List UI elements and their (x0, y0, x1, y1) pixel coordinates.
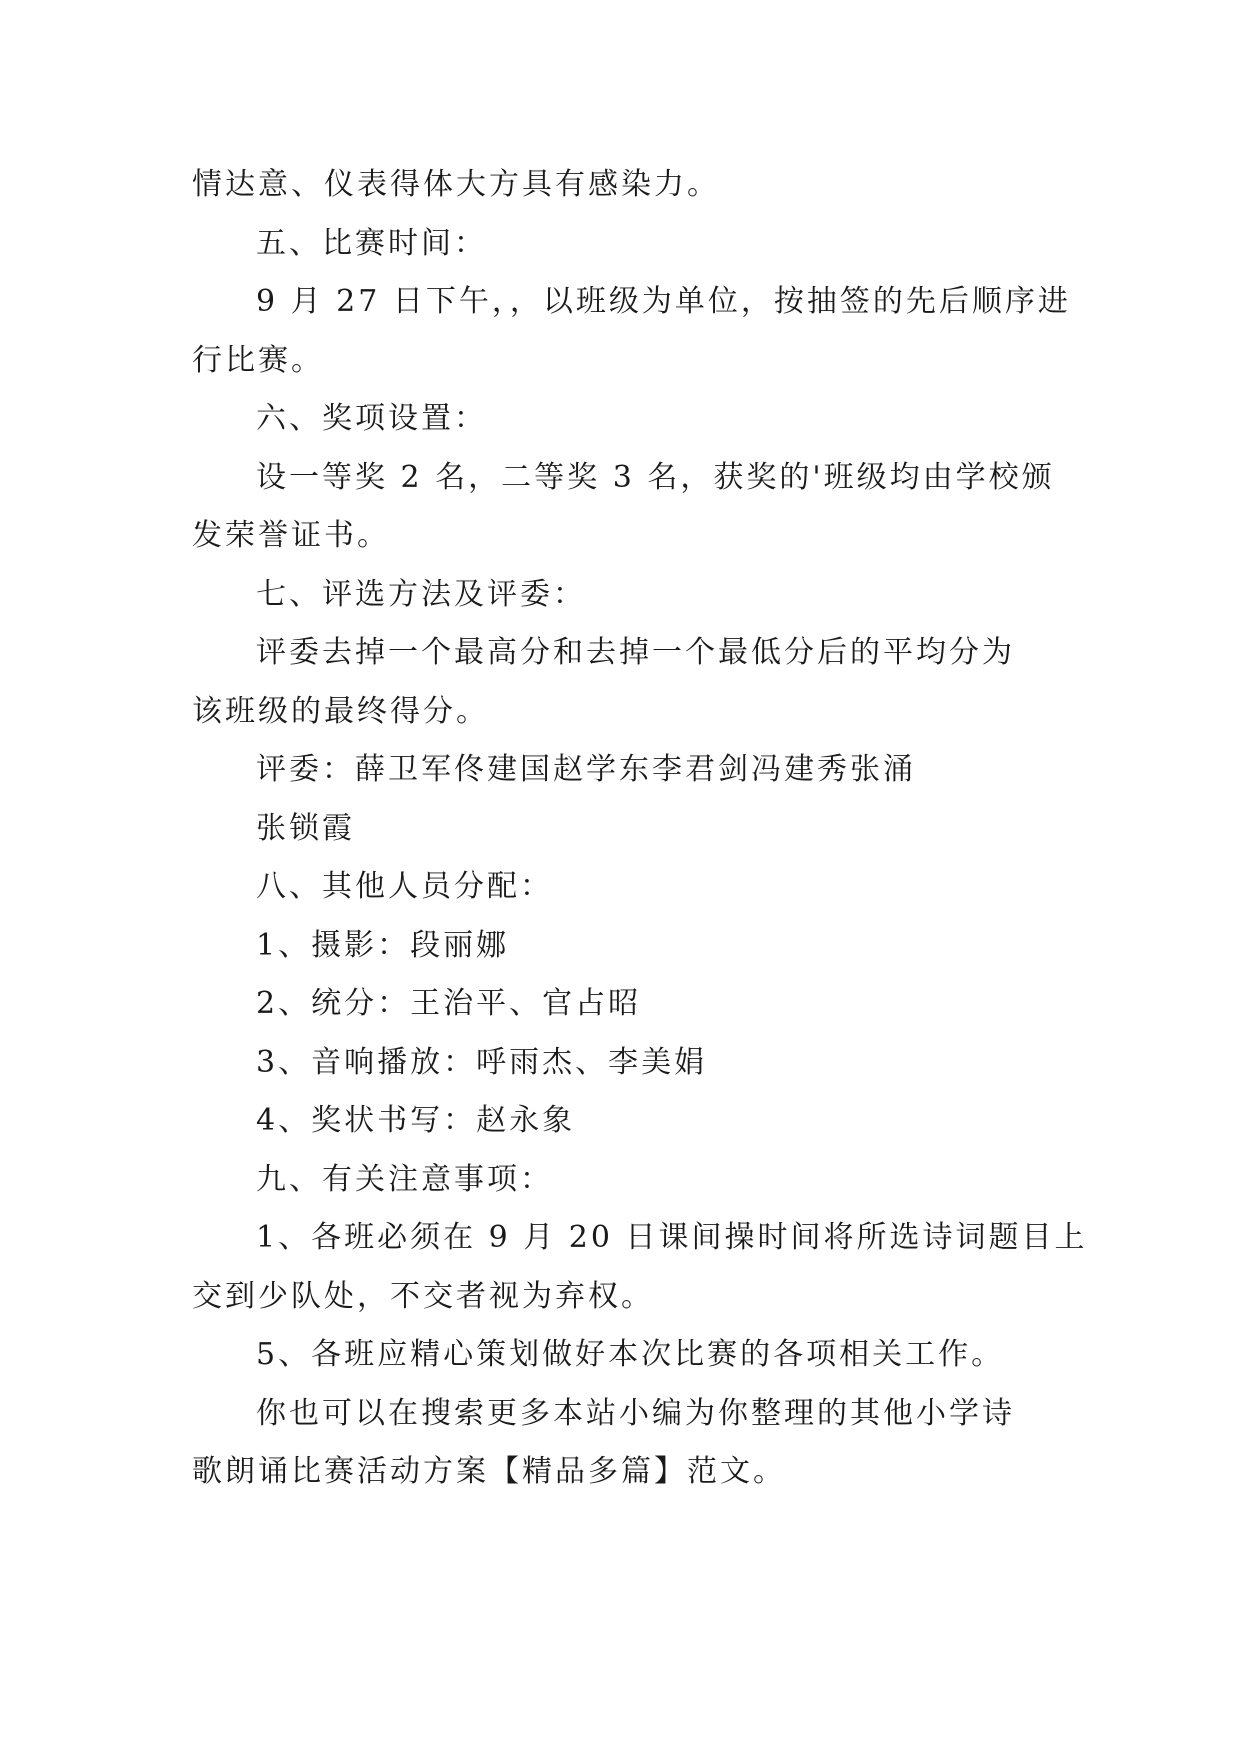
section-heading-judging: 七、评选方法及评委： (256, 576, 586, 612)
paragraph-line: 交到少队处，不交者视为弃权。 (192, 1278, 654, 1314)
section-heading-staff: 八、其他人员分配： (256, 869, 553, 904)
list-item: 3、音响播放：呼雨杰、李美娟 (256, 1044, 708, 1080)
paragraph-line: 情达意、仪表得体大方具有感染力。 (192, 167, 720, 202)
list-item: 1、各班必须在 9 月 20 日课间操时间将所选诗词题目上 (256, 1220, 1088, 1255)
judges-list-continued: 张锁霞 (256, 810, 355, 846)
section-heading-notes: 九、有关注意事项： (256, 1161, 553, 1197)
paragraph-line: 设一等奖 2 名，二等奖 3 名，获奖的'班级均由学校颁 (256, 459, 1055, 495)
list-item: 2、统分：王治平、官占昭 (256, 986, 642, 1021)
paragraph-line: 行比赛。 (192, 342, 324, 378)
paragraph-line: 9 月 27 日下午，，以班级为单位，按抽签的先后顺序进 (256, 284, 1071, 319)
closing-paragraph: 你也可以在搜索更多本站小编为你整理的其他小学诗 (256, 1395, 1015, 1431)
paragraph-line: 该班级的最终得分。 (192, 693, 489, 729)
document-body (192, 156, 1088, 1502)
closing-paragraph-continued: 歌朗诵比赛活动方案【精品多篇】范文。 (192, 1454, 786, 1489)
section-heading-time: 五、比赛时间： (256, 225, 487, 261)
list-item: 1、摄影：段丽娜 (256, 927, 510, 963)
judges-list: 评委：薛卫军佟建国赵学东李君剑冯建秀张涌 (256, 752, 916, 787)
paragraph-line: 发荣誉证书。 (192, 518, 390, 553)
list-item: 5、各班应精心策划做好本次比赛的各项相关工作。 (256, 1337, 1005, 1372)
paragraph-line: 评委去掉一个最高分和去掉一个最低分后的平均分为 (256, 635, 1015, 670)
section-heading-awards: 六、奖项设置： (256, 401, 487, 436)
list-item: 4、奖状书写：赵永象 (256, 1103, 576, 1138)
